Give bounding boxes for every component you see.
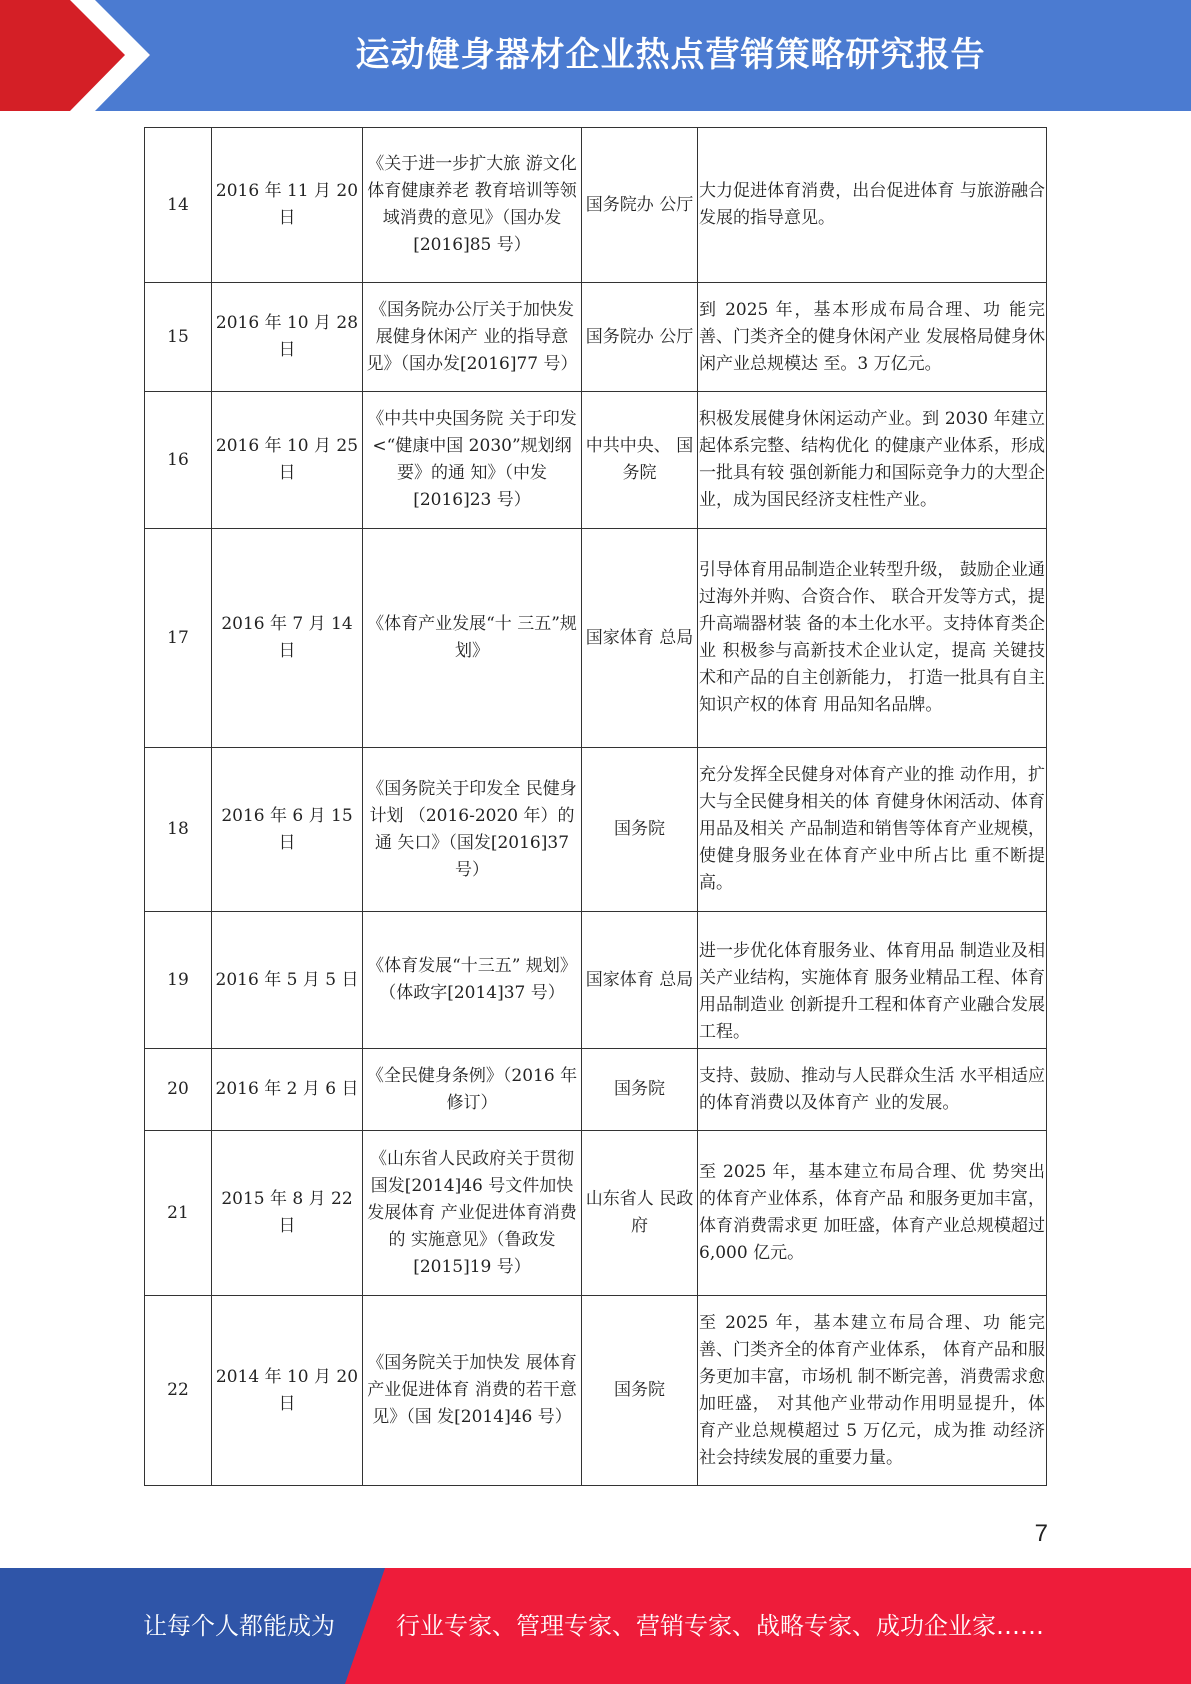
document-title: 《中共中央国务院 关于印发<“健康中国 2030”规划纲要》的通 知》（中发[2016]23 号） bbox=[363, 392, 582, 529]
policy-content: 支持、鼓励、推动与人民群众生活 水平相适应的体育消费以及体育产 业的发展。 bbox=[698, 1049, 1047, 1131]
issue-date: 2016 年 2 月 6 日 bbox=[212, 1049, 363, 1131]
table-row bbox=[145, 392, 1047, 529]
issue-date: 2016 年 7 月 14 日 bbox=[212, 529, 363, 748]
document-title: 《全民健身条例》（2016 年修订） bbox=[363, 1049, 582, 1131]
issue-date: 2016 年 5 月 5 日 bbox=[212, 912, 363, 1049]
issue-date: 2015 年 8 月 22 日 bbox=[212, 1131, 363, 1296]
page-number: 7 bbox=[1034, 1520, 1048, 1547]
table-row bbox=[145, 128, 1047, 283]
row-number: 14 bbox=[145, 128, 212, 283]
table-row bbox=[145, 1049, 1047, 1131]
policy-content: 充分发挥全民健身对体育产业的推 动作用，扩大与全民健身相关的体 育健身休闲活动、体育用品及相关 产品制造和销售等体育产业规模， 使健身服务业在体育产业中所占比 重不断提高。 bbox=[698, 748, 1047, 912]
row-number: 19 bbox=[145, 912, 212, 1049]
issuing-body: 国务院办 公厅 bbox=[582, 283, 698, 392]
page-header bbox=[0, 0, 1191, 111]
issuing-body: 国务院 bbox=[582, 748, 698, 912]
table-row bbox=[145, 283, 1047, 392]
page-footer bbox=[0, 1568, 1191, 1684]
row-number: 16 bbox=[145, 392, 212, 529]
issue-date: 2016 年 6 月 15 日 bbox=[212, 748, 363, 912]
table-row bbox=[145, 748, 1047, 912]
issuing-body: 山东省人 民政府 bbox=[582, 1131, 698, 1296]
table-row bbox=[145, 912, 1047, 1049]
issuing-body: 国务院 bbox=[582, 1296, 698, 1486]
document-title: 《关于进一步扩大旅 游文化体育健康养老 教育培训等领域消费的意见》（国办发[2016]85 号） bbox=[363, 128, 582, 283]
policy-table bbox=[144, 127, 1047, 1486]
document-title: 《国务院关于印发全 民健身计划 （2016-2020 年）的通 矢口》（国发[2016]37 号） bbox=[363, 748, 582, 912]
table-row bbox=[145, 529, 1047, 748]
table-row bbox=[145, 1296, 1047, 1486]
issue-date: 2016 年 10 月 28 日 bbox=[212, 283, 363, 392]
row-number: 21 bbox=[145, 1131, 212, 1296]
document-title: 《体育产业发展“十 三五”规划》 bbox=[363, 529, 582, 748]
row-number: 22 bbox=[145, 1296, 212, 1486]
row-number: 20 bbox=[145, 1049, 212, 1131]
issue-date: 2016 年 10 月 25 日 bbox=[212, 392, 363, 529]
document-title: 《国务院办公厅关于加快发展健身休闲产 业的指导意见》（国办发[2016]77 号） bbox=[363, 283, 582, 392]
document-title: 《山东省人民政府关于贯彻国发[2014]46 号文件加快发展体育 产业促进体育消费的 实施意见》（鲁政发 [2015]19 号） bbox=[363, 1131, 582, 1296]
issuing-body: 国家体育 总局 bbox=[582, 912, 698, 1049]
issuing-body: 国务院办 公厅 bbox=[582, 128, 698, 283]
policy-content: 至 2025 年，基本建立布局合理、优 势突出的体育产业体系，体育产品 和服务更加丰富，体育消费需求更 加旺盛，体育产业总规模超过 6,000 亿元。 bbox=[698, 1131, 1047, 1296]
report-title: 运动健身器材企业热点营销策略研究报告 bbox=[355, 35, 986, 75]
row-number: 18 bbox=[145, 748, 212, 912]
issuing-body: 国家体育 总局 bbox=[582, 529, 698, 748]
row-number: 17 bbox=[145, 529, 212, 748]
footer-slogan-right: 行业专家、管理专家、营销专家、战略专家、成功企业家…… bbox=[396, 1612, 1044, 1640]
policy-content: 大力促进体育消费，出台促进体育 与旅游融合发展的指导意见。 bbox=[698, 128, 1047, 283]
policy-content: 积极发展健身休闲运动产业。到 2030 年建立起体系完整、结构优化 的健康产业体系，形成一批具有较 强创新能力和国际竞争力的大型企 业，成为国民经济支柱性产业。 bbox=[698, 392, 1047, 529]
table-row bbox=[145, 1131, 1047, 1296]
issue-date: 2016 年 11 月 20 日 bbox=[212, 128, 363, 283]
document-title: 《体育发展“十三五” 规划》（体政字[2014]37 号） bbox=[363, 912, 582, 1049]
footer-slogan-left: 让每个人都能成为 bbox=[143, 1612, 335, 1640]
issuing-body: 国务院 bbox=[582, 1049, 698, 1131]
policy-content: 引导体育用品制造企业转型升级， 鼓励企业通过海外并购、合资合作、 联合开发等方式，提升高端器材装 备的本土化水平。支持体育类企业 积极参与高新技术企业认定，提高 关键技术和产品的自主创新能力， 打造一批具有自主知识产权的体育 用品知名品牌。 bbox=[698, 529, 1047, 748]
issue-date: 2014 年 10 月 20 日 bbox=[212, 1296, 363, 1486]
policy-content: 进一步优化体育服务业、体育用品 制造业及相关产业结构，实施体育 服务业精品工程、体育用品制造业 创新提升工程和体育产业融合发展 工程。 bbox=[698, 912, 1047, 1049]
document-title: 《国务院关于加快发 展体育产业促进体育 消费的若干意见》（国 发[2014]46 号） bbox=[363, 1296, 582, 1486]
issuing-body: 中共中央、 国务院 bbox=[582, 392, 698, 529]
policy-content: 到 2025 年，基本形成布局合理、功 能完善、门类齐全的健身休闲产业 发展格局健身休闲产业总规模达 至。3 万亿元。 bbox=[698, 283, 1047, 392]
row-number: 15 bbox=[145, 283, 212, 392]
policy-content: 至 2025 年，基本建立布局合理、功 能完善、门类齐全的体育产业体系， 体育产品和服务更加丰富，市场机 制不断完善，消费需求愈加旺盛， 对其他产业带动作用明显提升，体 育产业总规模超过 5 万亿元，成为推 动经济社会持续发展的重要力量。 bbox=[698, 1296, 1047, 1486]
